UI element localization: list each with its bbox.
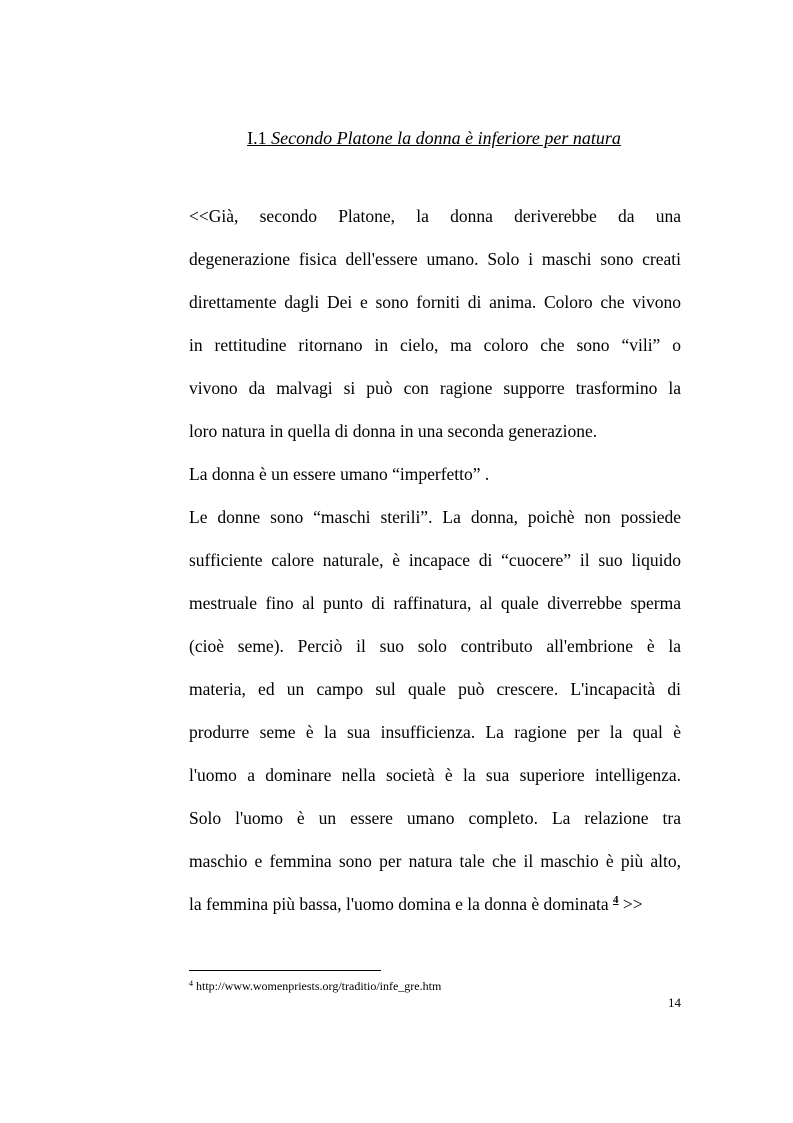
body-line: sufficiente calore naturale, è incapace di “cuocere” il suo liquido [189, 550, 681, 570]
body-line: (cioè seme). Perciò il suo solo contributo all'embrione è la [189, 636, 681, 656]
closing-quote-mark: >> [622, 894, 643, 914]
body-line: l'uomo a dominare nella società è la sua superiore intelligenza. [189, 765, 681, 785]
footnote-url: http://www.womenpriests.org/traditio/infe_gre.htm [196, 979, 442, 993]
section-title: Secondo Platone la donna è inferiore per natura [271, 128, 621, 148]
footnote [189, 978, 441, 996]
body-line: degenerazione fisica dell'essere umano. Solo i maschi sono creati [189, 249, 681, 269]
footnote-separator [189, 970, 381, 971]
body-line: La donna è un essere umano “imperfetto” . [189, 464, 490, 484]
body-line: <<Già, secondo Platone, la donna deriverebbe da una [189, 206, 681, 226]
page-number: 14 [668, 995, 681, 1010]
body-line-last [189, 893, 643, 915]
body-line: Solo l'uomo è un essere umano completo. La relazione tra [189, 808, 681, 828]
body-line: materia, ed un campo sul quale può crescere. L'incapacità di [189, 679, 681, 699]
footnote-reference-link[interactable]: 4 [613, 894, 619, 906]
body-line-last-text: la femmina più bassa, l'uomo domina e la donna è dominata [189, 894, 609, 914]
body-line: loro natura in quella di donna in una seconda generazione. [189, 421, 598, 441]
body-line: Le donne sono “maschi sterili”. La donna, poichè non possiede [189, 507, 681, 527]
body-line: produrre seme è la sua insufficienza. La ragione per la qual è [189, 722, 681, 742]
body-line: direttamente dagli Dei e sono forniti di anima. Coloro che vivono [189, 292, 681, 312]
section-number: I.1 [247, 128, 267, 148]
footnote-mark: 4 [189, 979, 193, 988]
body-line: vivono da malvagi si può con ragione supporre trasformino la [189, 378, 681, 398]
section-heading [0, 128, 793, 149]
body-line: mestruale fino al punto di raffinatura, al quale diverrebbe sperma [189, 593, 681, 613]
body-line: maschio e femmina sono per natura tale che il maschio è più alto, [189, 851, 681, 871]
body-line: in rettitudine ritornano in cielo, ma coloro che sono “vili” o [189, 335, 681, 355]
